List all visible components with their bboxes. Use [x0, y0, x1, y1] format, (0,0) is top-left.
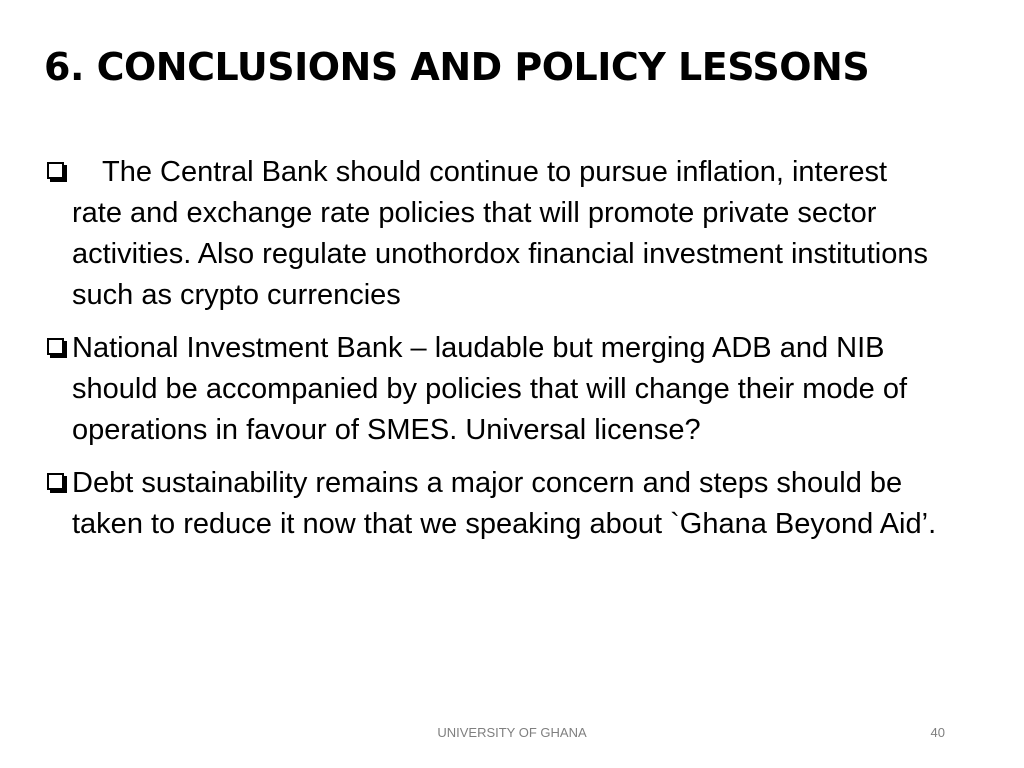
- slide-title: 6. CONCLUSIONS AND POLICY LESSONS: [44, 45, 870, 89]
- bullet-item-national-investment-bank: [44, 328, 944, 451]
- checkbox-bullet-icon: [47, 162, 64, 179]
- bullet-text: The Central Bank should continue to pursue inflation, interest rate and exchange rate policies that will promote private sector activities. Also regulate unothordox financial investment institutions such as crypto currencies: [72, 156, 928, 311]
- bullet-item-central-bank: [44, 152, 944, 316]
- bullet-text: National Investment Bank – laudable but merging ADB and NIB should be accompanied by policies that will change their mode of operations in favour of SMES. Universal license?: [72, 332, 908, 446]
- checkbox-bullet-icon: [47, 338, 64, 355]
- bullet-item-debt-sustainability: [44, 463, 944, 545]
- bullet-list: [44, 152, 944, 557]
- bullet-text: Debt sustainability remains a major concern and steps should be taken to reduce it now that we speaking about `Ghana Beyond Aid’.: [72, 467, 937, 540]
- checkbox-bullet-icon: [47, 473, 64, 490]
- page-number: 40: [930, 725, 945, 740]
- footer-institution: UNIVERSITY OF GHANA: [437, 725, 587, 740]
